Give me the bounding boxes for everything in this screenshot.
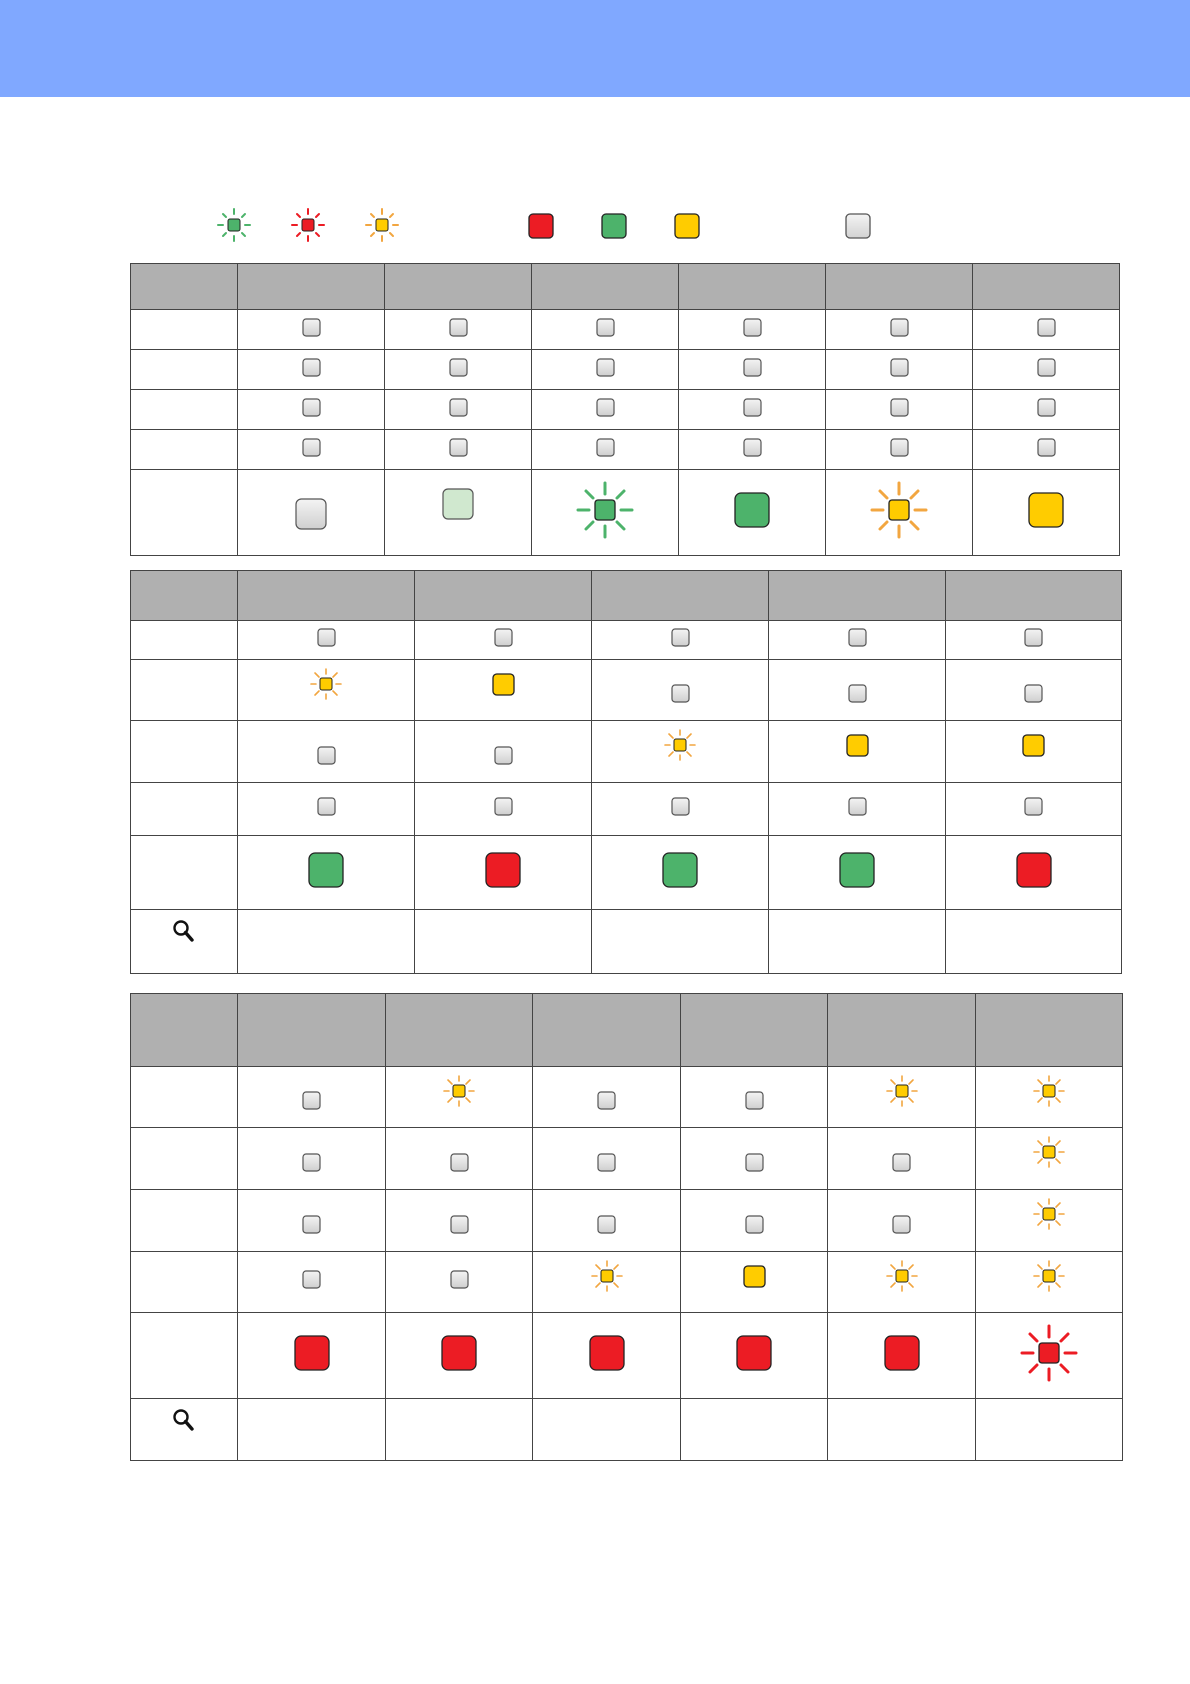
table-2-led-cell [238,836,415,910]
table-2-row-label [131,660,238,721]
led-off-icon [743,398,762,417]
led-blink-yellow-icon [1033,1075,1065,1107]
table-1-led-cell [973,470,1120,556]
led-yellow-icon [492,673,515,696]
led-yellow-icon [846,734,869,757]
table-3-row [131,1128,1123,1190]
legend-yellow-icon [674,213,700,239]
led-red-icon [485,852,521,888]
legend-off-icon [845,213,871,239]
led-dim-green-icon [442,488,474,520]
led-off-icon [743,438,762,457]
table-1-led-cell [238,390,385,430]
table-1-led-cell [973,310,1120,350]
led-off-icon [596,358,615,377]
table-1-led-cell [679,470,826,556]
table-3-row-label [131,1190,238,1252]
table-3-led-cell [386,1067,533,1128]
table-3-led-cell [533,1190,681,1252]
table-2-remedy-cell [415,910,592,974]
led-green-icon [734,492,770,528]
table-3-led-cell [976,1067,1123,1128]
table-1-row [131,470,1120,556]
led-blink-yellow-icon [1033,1198,1065,1230]
table-2-header-cell [238,571,415,621]
table-3-led-cell [828,1128,976,1190]
led-yellow-icon [1022,734,1045,757]
led-off-low-icon [494,746,513,765]
led-table-1 [130,263,1120,556]
table-1-led-cell [238,310,385,350]
led-off-icon [302,398,321,417]
magnifier-icon [171,918,197,944]
legend-green-icon [601,213,627,239]
table-3-led-cell [386,1190,533,1252]
led-legend [0,208,1190,244]
table-2-row [131,660,1122,721]
table-1-header-row [131,264,1120,310]
led-off-large-icon [295,498,327,530]
led-off-icon [317,628,336,647]
table-3-header-cell [533,994,681,1067]
table-2-header-cell [415,571,592,621]
led-off-low-icon [671,684,690,703]
table-2-led-cell [769,836,946,910]
led-off-icon [1037,438,1056,457]
table-2-led-cell [592,783,769,836]
led-off-low-icon [745,1091,764,1110]
table-2-led-cell [769,621,946,660]
table-3-header-cell [976,994,1123,1067]
table-2-led-cell [415,836,592,910]
led-blink-yellow-icon [1033,1136,1065,1168]
table-3-led-cell [386,1128,533,1190]
led-yellow-icon [1028,492,1064,528]
led-red-icon [1016,852,1052,888]
led-off-icon [449,318,468,337]
table-2-led-cell [946,836,1122,910]
table-1-row-label [131,430,238,470]
table-1-led-cell [385,390,532,430]
led-red-icon [589,1335,625,1371]
table-1-row-label [131,470,238,556]
led-off-icon [302,358,321,377]
table-1-header-cell [238,264,385,310]
led-red-icon [736,1335,772,1371]
table-1-led-cell [532,470,679,556]
table-1-led-cell [532,350,679,390]
table-2-header-cell [131,571,238,621]
table-3-header-cell [238,994,386,1067]
table-2-row [131,783,1122,836]
table-3-row-label [131,1313,238,1399]
table-1-row-label [131,390,238,430]
led-off-icon [671,628,690,647]
led-off-low-icon [848,684,867,703]
table-2-remedy-label [131,910,238,974]
led-off-icon [596,318,615,337]
led-off-icon [449,358,468,377]
table-2-row-label [131,836,238,910]
led-red-icon [441,1335,477,1371]
table-3-remedy-row [131,1399,1123,1461]
table-3-led-cell [976,1190,1123,1252]
table-2-led-cell [592,721,769,783]
table-2-header-cell [769,571,946,621]
table-2-row-label [131,783,238,836]
table-1-row-label [131,310,238,350]
table-1-led-cell [679,350,826,390]
led-off-icon [449,398,468,417]
table-2-led-cell [238,621,415,660]
led-blink-green-icon [575,480,635,540]
table-3-led-cell [533,1252,681,1313]
table-2-header-row [131,571,1122,621]
table-3-remedy-cell [238,1399,386,1461]
legend-red-icon [528,213,554,239]
led-blink-yellow-icon [886,1075,918,1107]
table-1-led-cell [973,350,1120,390]
led-off-icon [302,318,321,337]
led-off-low-icon [597,1215,616,1234]
table-3-remedy-cell [386,1399,533,1461]
table-3-header-row [131,994,1123,1067]
table-1-led-cell [826,390,973,430]
led-off-icon [494,797,513,816]
table-1-led-cell [238,470,385,556]
led-off-icon [743,358,762,377]
led-off-icon [1037,318,1056,337]
table-3-led-cell [681,1128,828,1190]
table-1-led-cell [679,390,826,430]
led-table-3 [130,993,1123,1461]
table-2-row [131,721,1122,783]
table-1-led-cell [973,430,1120,470]
table-2-led-cell [415,721,592,783]
led-off-icon [890,438,909,457]
table-1-row [131,390,1120,430]
led-off-icon [848,797,867,816]
table-2-led-cell [769,721,946,783]
table-3-remedy-label [131,1399,238,1461]
table-3-row-label [131,1067,238,1128]
table-2-remedy-cell [946,910,1122,974]
led-off-icon [743,318,762,337]
table-1-row [131,350,1120,390]
led-off-low-icon [302,1091,321,1110]
led-off-low-icon [597,1091,616,1110]
table-2-remedy-cell [592,910,769,974]
table-1-led-cell [238,430,385,470]
table-3-row-label [131,1252,238,1313]
table-2-led-cell [769,783,946,836]
table-2-led-cell [946,721,1122,783]
led-off-low-icon [450,1153,469,1172]
led-red-icon [294,1335,330,1371]
table-1-row [131,430,1120,470]
led-off-icon [302,1270,321,1289]
table-3-led-cell [681,1252,828,1313]
table-1-header-cell [131,264,238,310]
led-off-low-icon [745,1215,764,1234]
table-2-led-cell [946,621,1122,660]
table-3-led-cell [681,1190,828,1252]
table-2-remedy-cell [769,910,946,974]
table-1-led-cell [826,310,973,350]
table-1-led-cell [679,310,826,350]
table-3-led-cell [828,1190,976,1252]
led-blink-yellow-icon [310,668,342,700]
led-blink-yellow-icon [869,480,929,540]
table-3-row-label [131,1128,238,1190]
led-off-icon [302,438,321,457]
legend-blink-green-icon [216,207,252,243]
table-3-led-cell [976,1252,1123,1313]
table-1-led-cell [679,430,826,470]
table-2-led-cell [238,721,415,783]
table-1-led-cell [385,350,532,390]
led-off-low-icon [302,1153,321,1172]
magnifier-icon [171,1407,197,1433]
table-1-led-cell [385,430,532,470]
table-1-led-cell [385,470,532,556]
led-off-icon [848,628,867,647]
led-off-icon [596,438,615,457]
table-3-led-cell [386,1252,533,1313]
table-1-led-cell [826,470,973,556]
table-3-led-cell [976,1128,1123,1190]
led-off-icon [890,358,909,377]
led-off-low-icon [302,1215,321,1234]
led-off-icon [317,797,336,816]
table-3-led-cell [533,1128,681,1190]
table-1-row [131,310,1120,350]
table-2-row-label [131,621,238,660]
table-1-led-cell [532,390,679,430]
table-3-led-cell [238,1313,386,1399]
table-3-led-cell [681,1067,828,1128]
led-blink-yellow-icon [1033,1260,1065,1292]
table-1-row-label [131,350,238,390]
led-off-icon [494,628,513,647]
table-3-led-cell [238,1067,386,1128]
table-3-header-cell [386,994,533,1067]
table-3-remedy-cell [533,1399,681,1461]
table-2-led-cell [592,836,769,910]
table-2-led-cell [592,621,769,660]
table-1-header-cell [679,264,826,310]
table-2-led-cell [415,783,592,836]
header-band [0,0,1190,97]
led-off-icon [450,1270,469,1289]
table-3-row [131,1190,1123,1252]
led-off-icon [671,797,690,816]
table-2-row-label [131,721,238,783]
led-off-low-icon [892,1153,911,1172]
led-off-icon [596,398,615,417]
table-2-led-cell [592,660,769,721]
table-1-led-cell [826,350,973,390]
led-off-low-icon [597,1153,616,1172]
table-1-led-cell [532,430,679,470]
table-1-led-cell [532,310,679,350]
table-3-led-cell [238,1128,386,1190]
table-3-led-cell [386,1313,533,1399]
led-red-icon [884,1335,920,1371]
led-blink-red-icon [1019,1323,1079,1383]
table-2-led-cell [238,783,415,836]
table-3-row [131,1252,1123,1313]
table-2-row [131,836,1122,910]
table-1-header-cell [826,264,973,310]
table-2-header-cell [592,571,769,621]
table-1-led-cell [973,390,1120,430]
table-3-led-cell [681,1313,828,1399]
legend-blink-yellow-icon [364,207,400,243]
table-2-led-cell [946,783,1122,836]
table-3-led-cell [828,1313,976,1399]
led-green-icon [662,852,698,888]
led-off-low-icon [317,746,336,765]
table-1-led-cell [238,350,385,390]
led-off-low-icon [1024,684,1043,703]
table-3-header-cell [131,994,238,1067]
table-3-row [131,1313,1123,1399]
table-3-header-cell [681,994,828,1067]
led-off-low-icon [892,1215,911,1234]
table-3-remedy-cell [976,1399,1123,1461]
table-1-led-cell [826,430,973,470]
legend-blink-red-icon [290,207,326,243]
table-2-remedy-cell [238,910,415,974]
led-off-icon [449,438,468,457]
led-off-icon [1037,398,1056,417]
table-1-led-cell [385,310,532,350]
table-2-remedy-row [131,910,1122,974]
table-3-led-cell [828,1067,976,1128]
table-3-led-cell [238,1252,386,1313]
table-3-remedy-cell [681,1399,828,1461]
led-blink-yellow-icon [443,1075,475,1107]
led-green-icon [308,852,344,888]
led-green-icon [839,852,875,888]
table-3-led-cell [533,1313,681,1399]
table-2-led-cell [415,621,592,660]
led-table-2 [130,570,1122,974]
table-3-remedy-cell [828,1399,976,1461]
table-1-header-cell [532,264,679,310]
table-1-header-cell [973,264,1120,310]
table-3-led-cell [828,1252,976,1313]
table-3-led-cell [533,1067,681,1128]
table-2-led-cell [238,660,415,721]
led-blink-yellow-icon [591,1260,623,1292]
led-off-low-icon [450,1215,469,1234]
led-off-low-icon [745,1153,764,1172]
led-blink-yellow-icon [664,729,696,761]
led-off-icon [1024,797,1043,816]
led-off-icon [890,398,909,417]
table-2-row [131,621,1122,660]
led-off-icon [1024,628,1043,647]
table-3-led-cell [976,1313,1123,1399]
table-3-led-cell [238,1190,386,1252]
table-2-led-cell [946,660,1122,721]
led-off-icon [1037,358,1056,377]
table-1-header-cell [385,264,532,310]
table-2-led-cell [769,660,946,721]
led-off-icon [890,318,909,337]
table-3-header-cell [828,994,976,1067]
table-2-header-cell [946,571,1122,621]
table-2-led-cell [415,660,592,721]
led-yellow-icon [743,1265,766,1288]
led-blink-yellow-icon [886,1260,918,1292]
table-3-row [131,1067,1123,1128]
